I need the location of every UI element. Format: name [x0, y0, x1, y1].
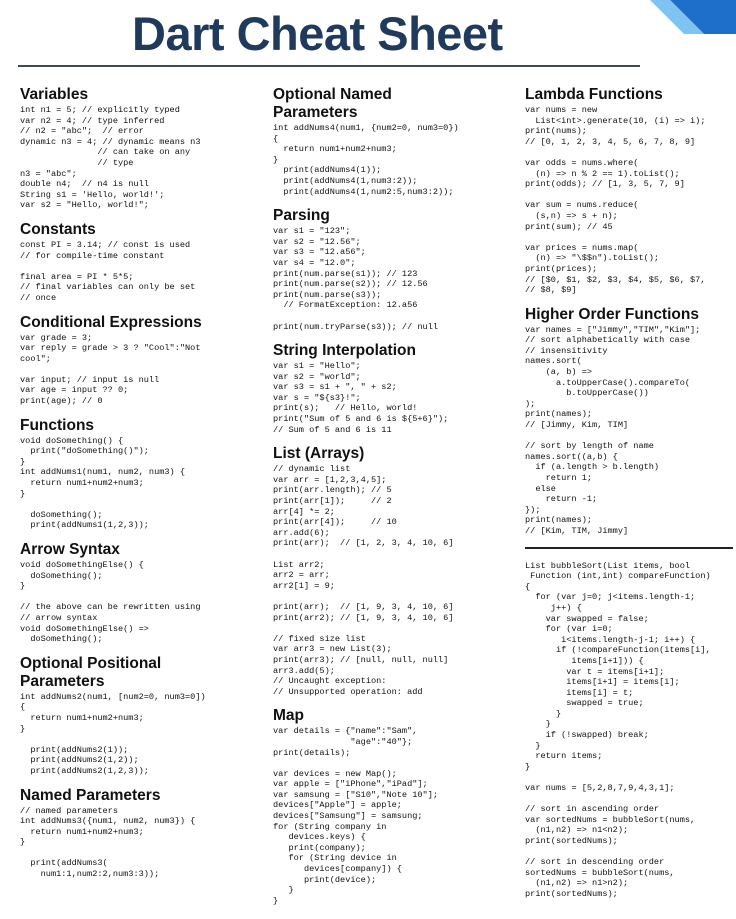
section-variables	[20, 86, 256, 211]
page-title: Dart Cheat Sheet	[132, 7, 503, 60]
section-functions	[20, 417, 256, 531]
section-lambda-functions	[525, 86, 735, 296]
code-block: int n1 = 5; // explicitly typed var n2 = 4; // type inferred // n2 = "abc"; // error dynamic n3 = 4; // dynamic means n3 // can take on any // type n3 = "abc"; double n4; // n4 is null String s1 = 'Hello, world!'; var s2 = "Hello, world!";	[20, 105, 201, 211]
code-block: int addNums2(num1, [num2=0, num3=0]) { return num1+num2+num3; } print(addNums2(1)); print(addNums2(1,2)); print(addNums2(1,2,3));	[20, 691, 206, 776]
section-string-interpolation	[273, 342, 509, 435]
section-title: Arrow Syntax	[20, 541, 120, 558]
section-named-parameters	[20, 787, 256, 880]
section-conditional-expressions	[20, 314, 256, 407]
section-list-arrays	[273, 445, 509, 697]
column-2	[273, 86, 509, 916]
section-title: Optional Named Parameters	[273, 86, 392, 121]
section-title: Conditional Expressions	[20, 313, 202, 331]
section-title: Parsing	[273, 207, 330, 225]
code-block: var names = ["Jimmy","TIM","Kim"]; // sort alphabetically with case // insensitivity names.sort( (a, b) => a.toUpperCase().compareTo( b.toUpperCase()) ); print(names); // [Jimmy, Kim, TIM] // sort by length of name names.sort((a,b) { if (a.length > b.length) return 1; else return -1; }); print(names); // [Kim, TIM, Jimmy]	[525, 324, 701, 536]
section-divider	[525, 547, 733, 549]
code-block: var s1 = "Hello"; var s2 = "world"; var s3 = s1 + ", " + s2; var s = "${s3}!"; print(s); // Hello, world! print("Sum of 5 and 6 is ${5+6}"); // Sum of 5 and 6 is 11	[273, 361, 449, 435]
section-optional-positional-parameters	[20, 655, 256, 777]
section-bubble-sort	[525, 561, 735, 900]
column-3	[525, 86, 735, 910]
section-title: Named Parameters	[20, 786, 161, 804]
code-block: var nums = new List<int>.generate(10, (i) => i); print(nums); // [0, 1, 2, 3, 4, 5, 6, 7, 8, 9] var odds = nums.where( (n) => n % 2 == 1).toList(); print(odds); // [1, 3, 5, 7, 9] var sum = nums.reduce( (s,n) => s + n); print(sum); // 45 var prices = nums.map( (n) => "\$$n").toList(); print(prices); // [$0, $1, $2, $3, $4, $5, $6, $7, // $8, $9]	[525, 105, 706, 296]
dart-logo-icon	[650, 0, 736, 34]
code-block: void doSomething() { print("doSomething()"); } int addNums1(num1, num2, num3) { return num1+num2+num3; } doSomething(); print(addNums1(1,2,3));	[20, 435, 186, 531]
code-block: void doSomethingElse() { doSomething(); } // the above can be rewritten using // arrow syntax void doSomethingElse() => doSomething();	[20, 560, 201, 645]
section-constants	[20, 221, 256, 304]
section-title: Functions	[20, 416, 95, 434]
code-block: int addNums4(num1, {num2=0, num3=0}) { return num1+num2+num3; } print(addNums4(1)); print(addNums4(1,num3:2)); print(addNums4(1,num2:5,num3:2));	[273, 123, 459, 197]
section-title: Higher Order Functions	[525, 305, 699, 323]
section-parsing	[273, 207, 509, 332]
code-block: var details = {"name":"Sam", "age":"40"}; print(details); var devices = new Map(); var apple = ["iPhone","iPad"]; var samsung = ["S10","Note 10"]; devices["Apple"] = apple; devices["Samsung"] = samsung; for (String company in devices.keys) { print(company); for (String device in devices[company]) { print(device); } }	[273, 726, 439, 906]
section-title: Optional Positional Parameters	[20, 654, 162, 690]
title-underline	[18, 65, 640, 67]
section-higher-order-functions	[525, 306, 735, 537]
section-arrow-syntax	[20, 541, 256, 645]
section-title: Constants	[20, 220, 96, 238]
section-optional-named-parameters	[273, 86, 509, 197]
section-title: List (Arrays)	[273, 445, 365, 463]
code-block: var s1 = "123"; var s2 = "12.56"; var s3 = "12.a56"; var s4 = "12.0"; print(num.parse(s1)); // 123 print(num.parse(s2)); // 12.56 print(num.parse(s3)); // FormatException: 12.a56 print(num.tryParse(s3)); // null	[273, 226, 439, 332]
section-title: Lambda Functions	[525, 86, 663, 103]
code-block: const PI = 3.14; // const is used // for compile-time constant final area = PI * 5*5; // final variables can only be set // once	[20, 239, 196, 303]
section-title: String Interpolation	[273, 342, 416, 360]
column-1	[20, 86, 256, 890]
code-block: List bubbleSort(List items, bool Function (int,int) compareFunction) { for (var j=0; j<items.length-1; j++) { var swapped = false; for (var i=0; i<items.length-j-1; i++) { if (!compareFunction(items[i], items[i+1])) { var t = items[i+1]; items[i+1] = items[i]; items[i] = t; swapped = true; } } if (!swapped) break; } return items; } var nums = [5,2,8,7,9,4,3,1]; // sort in ascending order var sortedNums = bubbleSort(nums, (n1,n2) => n1<n2); print(sortedNums); // sort in descending order sortedNums = bubbleSort(nums, (n1,n2) => n1>n2); print(sortedNums);	[525, 560, 711, 899]
code-block: // named parameters int addNums3({num1, num2, num3}) { return num1+num2+num3; } print(addNums3( num1:1,num2:2,num3:3));	[20, 805, 196, 880]
code-block: var grade = 3; var reply = grade > 3 ? "Cool":"Not cool"; var input; // input is null var age = input ?? 0; print(age); // 0	[20, 332, 201, 407]
section-title: Map	[273, 707, 304, 725]
section-title: Variables	[20, 86, 89, 103]
code-block: // dynamic list var arr = [1,2,3,4,5]; print(arr.length); // 5 print(arr[1]); // 2 arr[4] *= 2; print(arr[4]); // 10 arr.add(6); print(arr); // [1, 2, 3, 4, 10, 6] List arr2; arr2 = arr; arr2[1] = 9; print(arr); // [1, 9, 3, 4, 10, 6] print(arr2); // [1, 9, 3, 4, 10, 6] // fixed size list var arr3 = new List(3); print(arr3); // [null, null, null] arr3.add(5); // Uncaught exception: // Unsupported operation: add	[273, 464, 454, 697]
header	[0, 0, 736, 66]
section-map	[273, 707, 509, 906]
